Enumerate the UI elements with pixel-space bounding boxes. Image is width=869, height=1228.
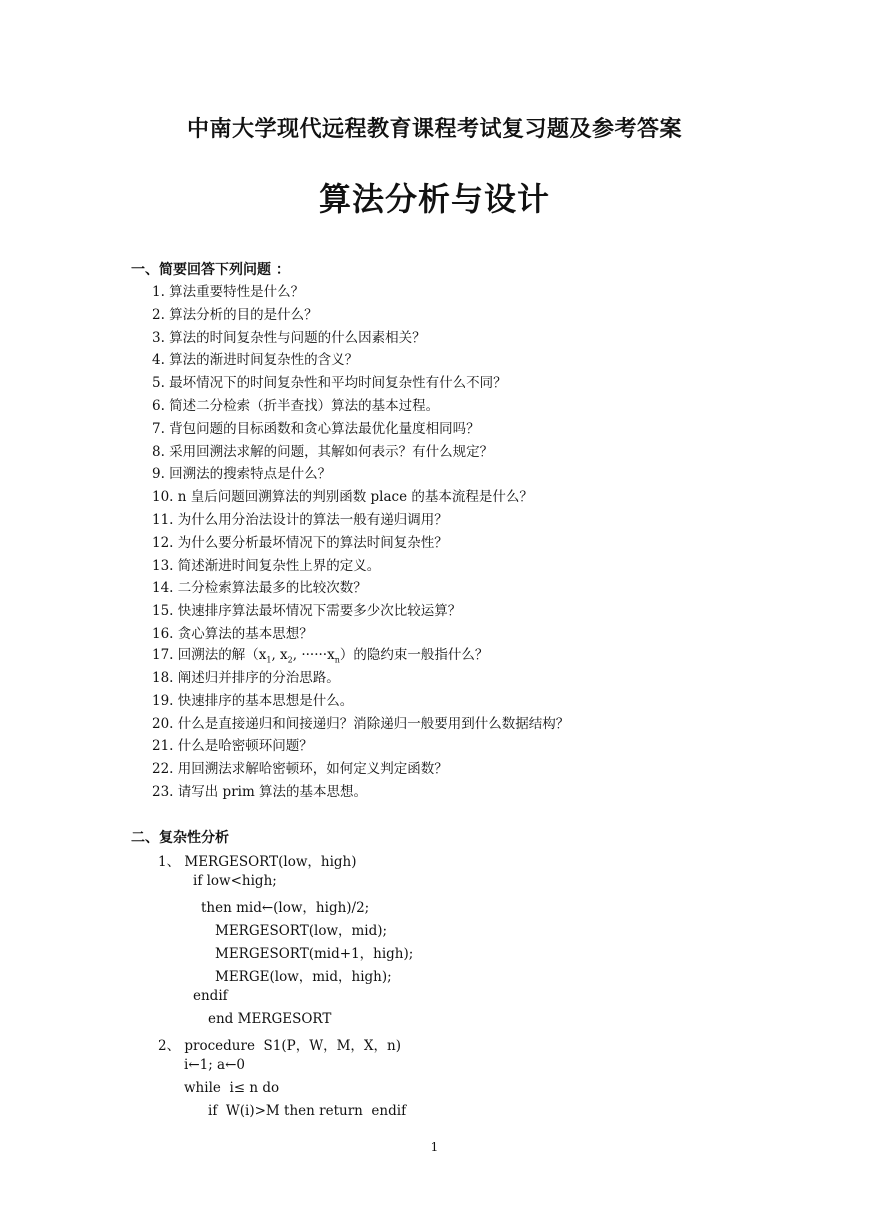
code-line: 2、 procedure S1(P，W，M，X，n) [158, 1038, 401, 1054]
question-item: 3. 算法的时间复杂性与问题的什么因素相关？ [152, 329, 426, 346]
code-line: if low<high; [193, 873, 277, 889]
question-item: 6. 简述二分检索（折半查找）算法的基本过程。 [152, 398, 440, 414]
question-item: 23. 请写出 prim 算法的基本思想。 [152, 784, 368, 800]
code-line: endif [193, 988, 228, 1004]
code-line: end MERGESORT [208, 1011, 332, 1027]
question-item: 9. 回溯法的搜索特点是什么？ [152, 466, 332, 483]
question-item: 16. 贪心算法的基本思想？ [152, 626, 313, 642]
question-item: 17. 回溯法的解（$x_1$, $x_2$, $\cdot\cdot\cdot\cdot\cdot\cdot x_n$）的隐约束一般指什么？ [152, 647, 489, 665]
code-line: 1、 MERGESORT(low，high) [158, 854, 357, 870]
question-item: 14. 二分检索算法最多的比较次数？ [152, 580, 367, 597]
question-item: 7. 背包问题的目标函数和贪心算法最优化量度相同吗？ [152, 420, 480, 437]
question-item: 11. 为什么用分治法设计的算法一般有递归调用？ [152, 512, 448, 528]
code-line: if W(i)>M then return endif [208, 1103, 407, 1119]
section-heading-short-answer: 一、简要回答下列问题 ： [131, 262, 290, 278]
question-item: 20. 什么是直接递归和间接递归？消除递归一般要用到什么数据结构？ [152, 715, 570, 732]
code-line: MERGESORT(mid+1，high); [215, 946, 414, 962]
code-line: i←1; a←0 [184, 1057, 246, 1073]
question-item: 1. 算法重要特性是什么？ [152, 284, 305, 300]
question-item: 19. 快速排序的基本思想是什么。 [152, 692, 354, 709]
question-item: 13. 简述渐进时间复杂性上界的定义。 [152, 557, 381, 574]
question-item: 21. 什么是哈密顿环问题？ [152, 738, 313, 755]
question-item: 4. 算法的渐进时间复杂性的含义？ [152, 352, 359, 369]
question-item: 15. 快速排序算法最坏情况下需要多少次比较运算？ [152, 603, 462, 620]
code-line: then mid←(low，high)/2; [201, 900, 370, 916]
question-item: 18. 阐述归并排序的分治思路。 [152, 670, 340, 686]
page-number: 1 [430, 1140, 439, 1154]
course-title: 算法分析与设计 [318, 180, 550, 218]
question-item: 22. 用回溯法求解哈密顿环，如何定义判定函数？ [152, 761, 448, 778]
question-item: 8. 采用回溯法求解的问题，其解如何表示？有什么规定？ [152, 443, 494, 460]
code-line: MERGESORT(low，mid); [215, 923, 388, 939]
section-heading-complexity: 二、复杂性分析 [131, 830, 229, 846]
document-title: 中南大学现代远程教育课程考试复习题及参考答案 [186, 117, 682, 142]
question-item: 10. n 皇后问题回溯算法的判别函数 place 的基本流程是什么？ [152, 489, 533, 506]
code-line: while i≤ n do [184, 1080, 280, 1096]
code-line: MERGE(low，mid，high); [215, 969, 392, 985]
question-item: 2. 算法分析的目的是什么？ [152, 306, 318, 323]
question-item: 5. 最坏情况下的时间复杂性和平均时间复杂性有什么不同？ [152, 375, 507, 392]
question-item: 12. 为什么要分析最坏情况下的算法时间复杂性？ [152, 534, 448, 551]
